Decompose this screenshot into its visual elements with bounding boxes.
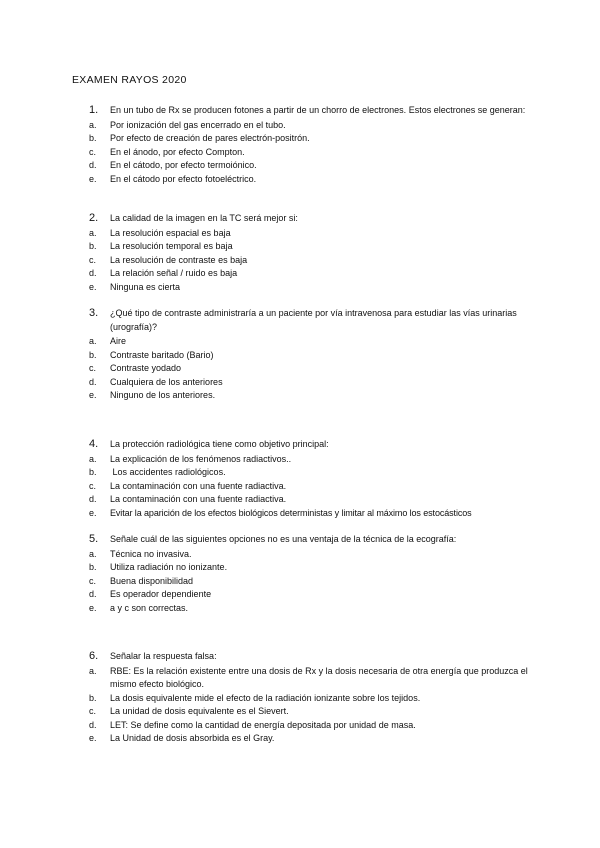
question-stem	[0, 212, 600, 226]
question-number: 1.	[89, 104, 99, 116]
option-e	[0, 281, 600, 295]
question-text: En un tubo de Rx se producen fotones a partir de un chorro de electrones. Estos electrones se generan:	[110, 105, 526, 115]
question-1	[0, 104, 600, 186]
option-text: a y c son correctas.	[110, 602, 189, 613]
option-b	[0, 132, 600, 146]
option-letter: d.	[89, 494, 97, 505]
option-c	[0, 254, 600, 268]
option-text: LET: Se define como la cantidad de energía depositada por unidad de masa.	[110, 719, 416, 730]
option-d	[0, 376, 600, 390]
option-d	[0, 719, 600, 733]
option-text: La contaminación con una fuente radiactiva.	[110, 494, 287, 505]
question-2	[0, 212, 600, 294]
option-letter: e.	[89, 733, 97, 744]
option-text: Aire	[110, 336, 127, 346]
option-c	[0, 146, 600, 160]
option-text: Contraste baritado (Bario)	[110, 349, 214, 360]
option-text: La explicación de los fenómenos radiactivos..	[110, 453, 292, 464]
option-letter: e.	[89, 281, 97, 292]
option-d	[0, 159, 600, 173]
option-e	[0, 507, 600, 521]
option-letter: e.	[89, 390, 97, 401]
option-letter: c.	[89, 254, 97, 265]
option-text: La resolución de contraste es baja	[110, 254, 248, 265]
question-number: 3.	[89, 307, 99, 319]
option-text: La resolución temporal es baja	[110, 241, 233, 252]
question-6	[0, 650, 600, 746]
question-stem	[0, 533, 600, 547]
question-number: 4.	[89, 438, 99, 450]
option-text: Por ionización del gas encerrado en el tubo.	[110, 119, 286, 130]
option-text: Buena disponibilidad	[110, 575, 194, 586]
option-letter: e.	[89, 507, 97, 518]
option-text: Técnica no invasiva.	[110, 548, 192, 559]
option-e	[0, 602, 600, 616]
question-text: La calidad de la imagen en la TC será mejor si:	[110, 213, 298, 223]
question-stem	[0, 650, 600, 664]
option-b	[0, 240, 600, 254]
option-letter: b.	[89, 241, 97, 252]
question-stem	[0, 307, 600, 334]
option-letter: a.	[89, 227, 97, 238]
option-a	[0, 453, 600, 467]
option-text: La unidad de dosis equivalente es el Sievert.	[110, 706, 289, 717]
option-b	[0, 692, 600, 706]
question-text: La protección radiológica tiene como objetivo principal:	[110, 439, 329, 449]
option-text: Es operador dependiente	[110, 589, 212, 600]
option-list	[0, 119, 600, 187]
option-text: Cualquiera de los anteriores	[110, 376, 223, 387]
question-4	[0, 438, 600, 520]
option-letter: e.	[89, 173, 97, 184]
option-letter: a.	[89, 336, 97, 346]
option-letter: a.	[89, 548, 97, 559]
option-d	[0, 588, 600, 602]
option-text: La relación señal / ruido es baja	[110, 268, 238, 279]
option-text: Los accidentes radiológicos.	[110, 467, 226, 478]
option-a	[0, 119, 600, 133]
option-letter: d.	[89, 268, 97, 279]
option-letter: d.	[89, 589, 97, 600]
question-stem	[0, 104, 600, 118]
option-e	[0, 389, 600, 403]
question-text: Señalar la respuesta falsa:	[110, 651, 217, 661]
option-letter: d.	[89, 376, 97, 387]
option-text: Contraste yodado	[110, 363, 182, 374]
option-a	[0, 335, 600, 349]
option-text: La dosis equivalente mide el efecto de la radiación ionizante sobre los tejidos.	[110, 692, 421, 703]
option-letter: b.	[89, 467, 97, 478]
option-list	[0, 335, 600, 403]
question-3	[0, 307, 600, 403]
option-list	[0, 548, 600, 616]
option-letter: c.	[89, 575, 97, 586]
question-text: ¿Qué tipo de contraste administraría a un paciente por vía intravenosa para estudiar las vías urinarias (urografía)?	[110, 308, 517, 332]
question-5	[0, 533, 600, 615]
option-text: Ninguno de los anteriores.	[110, 390, 216, 401]
option-text: En el ánodo, por efecto Compton.	[110, 146, 245, 157]
option-b	[0, 561, 600, 575]
option-text: La contaminación con una fuente radiactiva.	[110, 480, 287, 491]
option-e	[0, 173, 600, 187]
option-letter: c.	[89, 146, 97, 157]
question-number: 5.	[89, 533, 99, 545]
option-c	[0, 705, 600, 719]
option-b	[0, 349, 600, 363]
option-letter: c.	[89, 363, 97, 374]
option-text: La Unidad de dosis absorbida es el Gray.	[110, 733, 275, 744]
option-c	[0, 575, 600, 589]
option-b	[0, 466, 600, 480]
option-letter: a.	[89, 119, 97, 130]
option-d	[0, 493, 600, 507]
option-a	[0, 227, 600, 241]
option-text: Utiliza radiación no ionizante.	[110, 562, 228, 573]
option-a	[0, 665, 600, 692]
question-stem	[0, 438, 600, 452]
option-letter: d.	[89, 160, 97, 171]
question-text: Señale cuál de las siguientes opciones no es una ventaja de la técnica de la ecografía:	[110, 534, 457, 544]
question-number: 2.	[89, 212, 99, 224]
option-text: Ninguna es cierta	[110, 281, 181, 292]
option-a	[0, 548, 600, 562]
option-letter: a.	[89, 453, 97, 464]
option-letter: e.	[89, 602, 97, 613]
option-list	[0, 453, 600, 521]
option-letter: c.	[89, 480, 97, 491]
option-letter: c.	[89, 706, 97, 717]
option-e	[0, 732, 600, 746]
option-letter: b.	[89, 133, 97, 144]
document-title: EXAMEN RAYOS 2020	[72, 74, 187, 86]
option-text: RBE: Es la relación existente entre una dosis de Rx y la dosis necesaria de otra energía que produzca el mismo efecto biológico.	[110, 665, 528, 690]
option-text: Evitar la aparición de los efectos biológicos deterministas y limitar al máximo los estocásticos	[110, 507, 472, 518]
option-d	[0, 267, 600, 281]
option-c	[0, 480, 600, 494]
option-text: La resolución espacial es baja	[110, 227, 231, 238]
option-text: En el cátodo, por efecto termoiónico.	[110, 160, 257, 171]
option-list	[0, 227, 600, 295]
option-letter: b.	[89, 349, 97, 360]
option-letter: d.	[89, 719, 97, 730]
option-list	[0, 665, 600, 747]
option-text: Por efecto de creación de pares electrón-positrón.	[110, 133, 310, 144]
question-number: 6.	[89, 650, 99, 662]
option-text: En el cátodo por efecto fotoeléctrico.	[110, 173, 257, 184]
option-letter: b.	[89, 562, 97, 573]
option-c	[0, 362, 600, 376]
option-letter: a.	[89, 665, 97, 676]
option-letter: b.	[89, 692, 97, 703]
